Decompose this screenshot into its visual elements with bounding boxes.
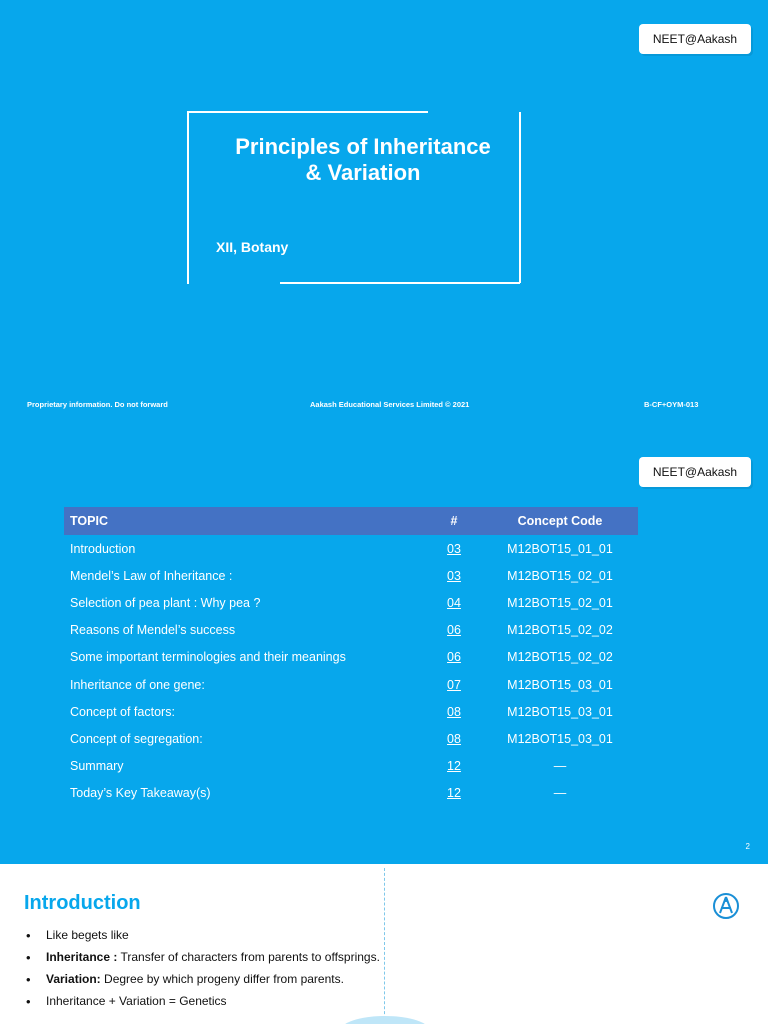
- bullet-item: [24, 994, 380, 1009]
- toc-table: [64, 507, 638, 807]
- header-concept-code: Concept Code: [482, 507, 638, 535]
- neet-aakash-badge: NEET@Aakash: [639, 457, 751, 487]
- toc-row: [64, 780, 638, 807]
- toc-page-link[interactable]: 12: [447, 786, 461, 801]
- toc-concept-code: M12BOT15_02_02: [507, 623, 613, 638]
- bullet-term: Inheritance :: [46, 950, 118, 964]
- neet-aakash-badge: NEET@Aakash: [639, 24, 751, 54]
- toc-page-link-cell: [426, 617, 482, 644]
- toc-page-link[interactable]: 08: [447, 731, 461, 746]
- toc-page-link-cell: [426, 698, 482, 725]
- column-divider: [384, 868, 385, 1024]
- toc-page-link-cell: [426, 562, 482, 589]
- bullet-text: Like begets like: [46, 928, 129, 942]
- toc-page-link[interactable]: 06: [447, 650, 461, 665]
- toc-page-link[interactable]: 06: [447, 623, 461, 638]
- header-number: #: [426, 507, 482, 535]
- toc-page-link[interactable]: 08: [447, 704, 461, 719]
- toc-page-link[interactable]: 07: [447, 677, 461, 692]
- toc-page-link-cell: [426, 753, 482, 780]
- toc-row: [64, 725, 638, 752]
- toc-concept-code: —: [553, 759, 567, 774]
- introduction-slide: [0, 868, 768, 1024]
- bullet-item: [24, 928, 380, 943]
- slide-subtitle: XII, Botany: [216, 239, 289, 255]
- aakash-logo-icon: [712, 892, 740, 920]
- toc-page-link[interactable]: 12: [447, 759, 461, 774]
- introduction-bullets: [24, 928, 380, 1016]
- toc-page-link[interactable]: 03: [447, 541, 461, 556]
- page-number: 2: [745, 842, 750, 851]
- toc-row: [64, 589, 638, 616]
- toc-topic: Inheritance of one gene:: [70, 677, 205, 692]
- toc-concept-code: M12BOT15_02_02: [507, 650, 613, 665]
- decorative-shape: [340, 1016, 430, 1024]
- toc-page-link[interactable]: 04: [447, 595, 461, 610]
- toc-page-link-cell: [426, 671, 482, 698]
- title-line-2: & Variation: [305, 160, 421, 185]
- footer-code: B-CF+OYM-013: [644, 400, 699, 409]
- toc-row: [64, 753, 638, 780]
- toc-concept-code: —: [553, 786, 567, 801]
- toc-concept-code: M12BOT15_03_01: [507, 677, 613, 692]
- bullet-term: Variation:: [46, 972, 101, 986]
- toc-topic: Some important terminologies and their meanings: [70, 650, 346, 665]
- toc-topic: Concept of segregation:: [70, 731, 203, 746]
- toc-slide: [0, 432, 768, 864]
- slide-title: [188, 134, 538, 186]
- toc-topic: Concept of factors:: [70, 704, 175, 719]
- toc-page-link-cell: [426, 535, 482, 562]
- introduction-heading: Introduction: [24, 892, 141, 914]
- title-slide: [0, 0, 768, 432]
- toc-page-link[interactable]: 03: [447, 568, 461, 583]
- toc-row: [64, 644, 638, 671]
- bullet-text: Degree by which progeny differ from parents.: [100, 972, 344, 986]
- toc-header-row: [64, 507, 638, 535]
- title-line-1: Principles of Inheritance: [235, 134, 491, 159]
- toc-topic: Selection of pea plant : Why pea ?: [70, 595, 261, 610]
- frame-bottom-line: [280, 282, 520, 284]
- toc-concept-code: M12BOT15_03_01: [507, 704, 613, 719]
- toc-page-link-cell: [426, 589, 482, 616]
- bullet-text: Inheritance + Variation = Genetics: [46, 994, 227, 1008]
- toc-topic: Today’s Key Takeaway(s): [70, 786, 211, 801]
- toc-row: [64, 535, 638, 562]
- footer-copyright: Aakash Educational Services Limited © 2021: [310, 400, 470, 409]
- toc-row: [64, 617, 638, 644]
- toc-concept-code: M12BOT15_03_01: [507, 731, 613, 746]
- bullet-item: [24, 972, 380, 987]
- bullet-item: [24, 950, 380, 965]
- toc-topic: Introduction: [70, 541, 136, 556]
- toc-topic: Summary: [70, 759, 124, 774]
- toc-concept-code: M12BOT15_01_01: [507, 541, 613, 556]
- toc-row: [64, 562, 638, 589]
- toc-concept-code: M12BOT15_02_01: [507, 595, 613, 610]
- bullet-text: Transfer of characters from parents to offsprings.: [117, 950, 380, 964]
- toc-topic: Mendel’s Law of Inheritance :: [70, 568, 233, 583]
- header-topic: TOPIC: [64, 507, 426, 535]
- toc-page-link-cell: [426, 780, 482, 807]
- toc-page-link-cell: [426, 725, 482, 752]
- footer-proprietary: Proprietary information. Do not forward: [27, 400, 168, 409]
- toc-row: [64, 671, 638, 698]
- toc-concept-code: M12BOT15_02_01: [507, 568, 613, 583]
- frame-top-line: [188, 111, 428, 113]
- toc-row: [64, 698, 638, 725]
- toc-page-link-cell: [426, 644, 482, 671]
- toc-topic: Reasons of Mendel’s success: [70, 623, 236, 638]
